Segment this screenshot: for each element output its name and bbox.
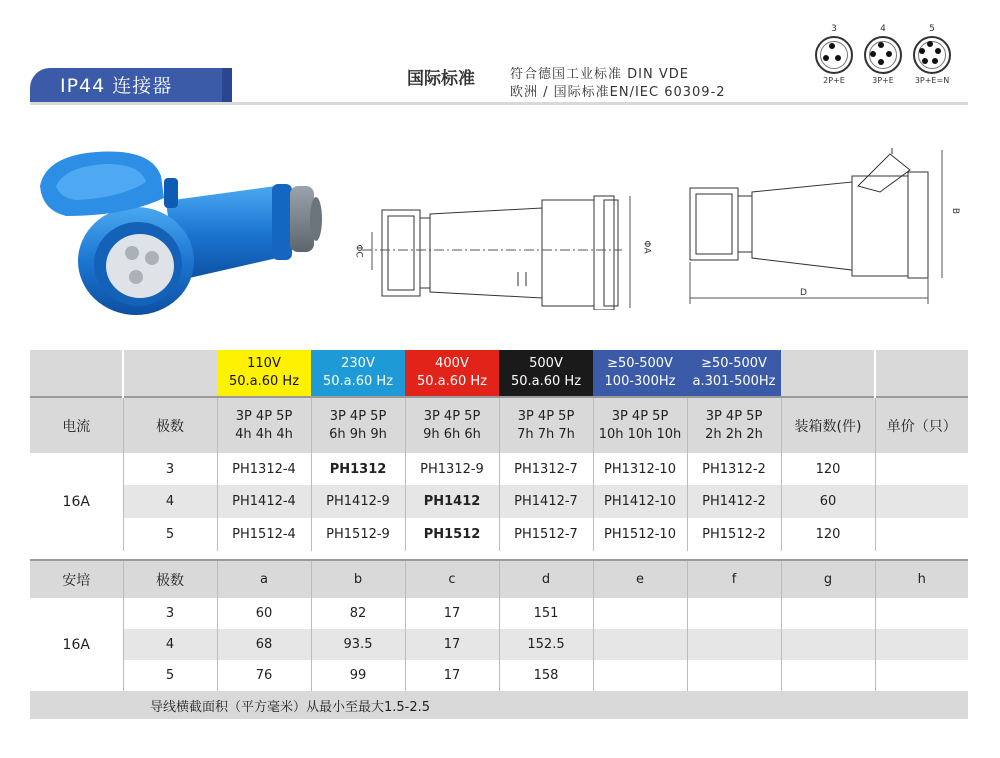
current-cell: 16A xyxy=(30,598,123,691)
dim-cell xyxy=(781,598,875,629)
dim-cell: 17 xyxy=(405,629,499,660)
price-cell xyxy=(875,453,968,485)
price-cell xyxy=(875,518,968,551)
pole-group: 3P 4P 5P 9h 6h 6h xyxy=(405,397,499,453)
code-cell: PH1312 xyxy=(311,453,405,485)
dim-label-b: B xyxy=(950,207,961,215)
poles-cell: 4 xyxy=(123,485,217,518)
poles-cell: 3 xyxy=(123,453,217,485)
product-photo xyxy=(36,146,326,325)
standard-heading: 国际标准 xyxy=(407,69,475,89)
code-cell: PH1512 xyxy=(405,518,499,551)
dim-cell: 93.5 xyxy=(311,629,405,660)
dim-col-f: f xyxy=(687,560,781,598)
dim-cell: 17 xyxy=(405,598,499,629)
dim-col-g: g xyxy=(781,560,875,598)
table-row xyxy=(30,660,968,691)
dim-cell: 82 xyxy=(311,598,405,629)
code-cell: PH1412-2 xyxy=(687,485,781,518)
pole-group: 3P 4P 5P 2h 2h 2h xyxy=(687,397,781,453)
dim-cell xyxy=(781,629,875,660)
dim-col-c: c xyxy=(405,560,499,598)
code-cell: PH1412 xyxy=(405,485,499,518)
dim-cell xyxy=(781,660,875,691)
pin-diagram-3 xyxy=(815,24,853,85)
box-cell: 120 xyxy=(781,518,875,551)
dim-cell xyxy=(687,660,781,691)
dim-col-d: d xyxy=(499,560,593,598)
standard-line-2: 欧洲 / 国际标准EN/IEC 60309-2 xyxy=(510,85,726,100)
header-poles: 极数 xyxy=(123,397,217,453)
code-cell: PH1412-7 xyxy=(499,485,593,518)
voltage-row xyxy=(30,350,968,397)
pin-caption: 2P+E xyxy=(823,76,845,85)
wire-section-note: 导线横截面积（平方毫米）从最小至最大1.5-2.5 xyxy=(30,691,968,719)
dim-col-e: e xyxy=(593,560,687,598)
poles-cell: 5 xyxy=(123,518,217,551)
pin-caption: 3P+E xyxy=(872,76,894,85)
code-cell: PH1512-10 xyxy=(593,518,687,551)
pin-caption: 3P+E=N xyxy=(914,76,950,85)
dim-label-da: ΦA xyxy=(641,240,652,254)
code-cell: PH1412-10 xyxy=(593,485,687,518)
pin-face-icon xyxy=(815,36,853,74)
pin-diagram-5 xyxy=(913,24,951,85)
current-cell: 16A xyxy=(30,453,123,551)
poles-cell: 5 xyxy=(123,660,217,691)
box-cell: 120 xyxy=(781,453,875,485)
price-cell xyxy=(875,485,968,518)
dim-cell xyxy=(875,660,968,691)
pin-count: 4 xyxy=(880,24,886,34)
header-box-qty: 装箱数(件) xyxy=(781,397,875,453)
pin-count: 5 xyxy=(929,24,935,34)
dim-label-dc: ΦC xyxy=(353,244,364,258)
code-cell: PH1412-4 xyxy=(217,485,311,518)
dim-col-a: a xyxy=(217,560,311,598)
blank-cell xyxy=(123,350,217,397)
voltage-500v: 500V 50.a.60 Hz xyxy=(499,350,593,397)
dim-col-b: b xyxy=(311,560,405,598)
header-unit-price: 单价（只） xyxy=(875,397,968,453)
dim-cell: 152.5 xyxy=(499,629,593,660)
pole-group: 3P 4P 5P 4h 4h 4h xyxy=(217,397,311,453)
side-view-drawing xyxy=(342,190,642,310)
table-row xyxy=(30,629,968,660)
dim-cell xyxy=(687,629,781,660)
dim-cell xyxy=(875,598,968,629)
voltage-110v: 110V 50.a.60 Hz xyxy=(217,350,311,397)
pole-group: 3P 4P 5P 7h 7h 7h xyxy=(499,397,593,453)
pole-group: 3P 4P 5P 6h 9h 9h xyxy=(311,397,405,453)
poles-cell: 3 xyxy=(123,598,217,629)
pole-group: 3P 4P 5P 10h 10h 10h xyxy=(593,397,687,453)
title-tab-edge xyxy=(222,68,232,104)
blank-cell xyxy=(781,350,875,397)
dim-cell: 151 xyxy=(499,598,593,629)
pin-face-icon xyxy=(864,36,902,74)
voltage-400v: 400V 50.a.60 Hz xyxy=(405,350,499,397)
dim-cell: 99 xyxy=(311,660,405,691)
dim-cell xyxy=(593,629,687,660)
code-cell: PH1312-10 xyxy=(593,453,687,485)
code-cell: PH1312-4 xyxy=(217,453,311,485)
standard-line-1: 符合德国工业标准 DIN VDE xyxy=(510,67,689,82)
dim-label-d: D xyxy=(800,288,807,298)
dim-cell xyxy=(593,660,687,691)
code-cell: PH1512-7 xyxy=(499,518,593,551)
code-cell: PH1312-9 xyxy=(405,453,499,485)
code-cell: PH1312-7 xyxy=(499,453,593,485)
header-poles: 极数 xyxy=(123,560,217,598)
header-current: 电流 xyxy=(30,397,123,453)
dim-cell: 17 xyxy=(405,660,499,691)
table-row xyxy=(30,453,968,485)
box-cell: 60 xyxy=(781,485,875,518)
code-cell: PH1512-4 xyxy=(217,518,311,551)
dim-cell: 60 xyxy=(217,598,311,629)
wire-section-note-row xyxy=(30,691,968,719)
voltage-50-500v-500hz: ≥50-500V a.301-500Hz xyxy=(687,350,781,397)
dim-col-h: h xyxy=(875,560,968,598)
voltage-50-500v-300hz: ≥50-500V 100-300Hz xyxy=(593,350,687,397)
code-cell: PH1412-9 xyxy=(311,485,405,518)
code-cell: PH1312-2 xyxy=(687,453,781,485)
pin-face-icon xyxy=(913,36,951,74)
dim-header-row xyxy=(30,560,968,598)
pin-count: 3 xyxy=(831,24,837,34)
pin-diagram-4 xyxy=(864,24,902,85)
pole-header-row xyxy=(30,397,968,453)
table-row xyxy=(30,598,968,629)
dim-cell xyxy=(593,598,687,629)
dim-cell: 68 xyxy=(217,629,311,660)
front-view-drawing xyxy=(680,146,965,316)
voltage-230v: 230V 50.a.60 Hz xyxy=(311,350,405,397)
poles-cell: 4 xyxy=(123,629,217,660)
section-title-tab xyxy=(30,68,226,104)
title-underline xyxy=(30,102,968,105)
blank-cell xyxy=(30,350,123,397)
spec-table xyxy=(30,350,968,719)
dim-cell: 158 xyxy=(499,660,593,691)
blank-cell xyxy=(875,350,968,397)
code-cell: PH1512-2 xyxy=(687,518,781,551)
table-separator xyxy=(30,551,968,560)
dim-cell: 76 xyxy=(217,660,311,691)
code-cell: PH1512-9 xyxy=(311,518,405,551)
table-row xyxy=(30,485,968,518)
header-amp: 安培 xyxy=(30,560,123,598)
section-title: IP44 连接器 xyxy=(60,75,173,97)
table-row xyxy=(30,518,968,551)
dim-cell xyxy=(875,629,968,660)
dim-cell xyxy=(687,598,781,629)
